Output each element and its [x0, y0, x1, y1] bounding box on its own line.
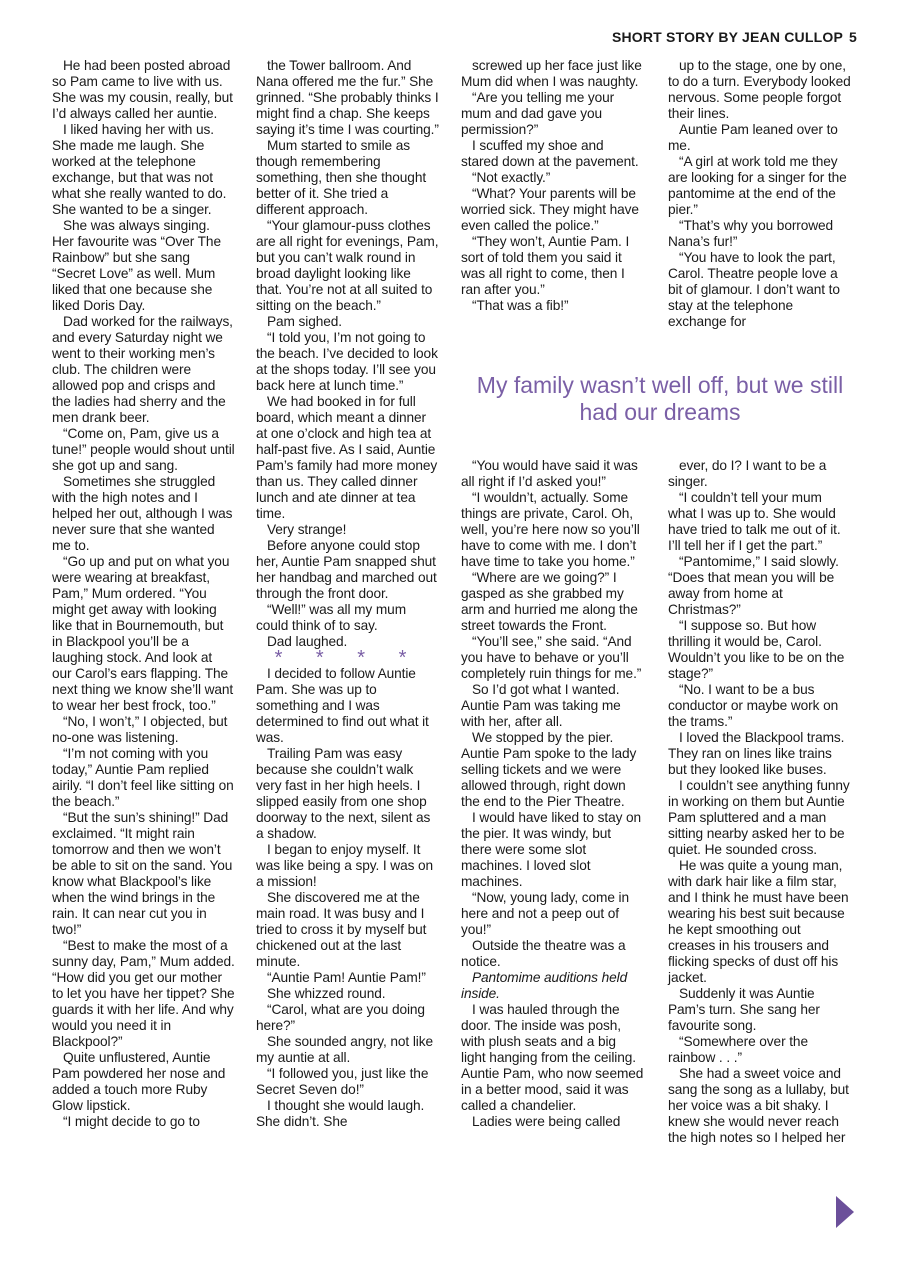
paragraph: ever, do I? I want to be a singer.	[668, 458, 827, 489]
paragraph: “Go up and put on what you were wearing at breakfast, Pam,” Mum ordered. “You might get away with looking like that in Bournemouth, but in Blackpool you’ll be a laughing stock. And look at our Carol’s ears flapping. The next thing we know she’ll want to wear her best frock, too.”	[52, 554, 234, 713]
story-byline: SHORT STORY BY JEAN CULLOP	[611, 29, 843, 45]
column-4-bottom	[668, 458, 851, 1146]
paragraph: Auntie Pam leaned over to me.	[668, 122, 838, 153]
section-break-stars: * * * *	[274, 647, 421, 669]
paragraph: She had a sweet voice and sang the song as a lullaby, but her voice was a bit shaky. I knew she would never reach the high notes so I helped her	[668, 1066, 849, 1145]
paragraph: “I might decide to go to	[63, 1114, 200, 1129]
paragraph: “What? Your parents will be worried sick. They might have even called the police.”	[461, 186, 639, 233]
paragraph: “That was a fib!”	[472, 298, 569, 313]
paragraph: “I wouldn’t, actually. Some things are private, Carol. Oh, well, you’re here now so you’ll have to come with me. I don’t have time to take you home.”	[461, 490, 640, 569]
page-header	[0, 29, 857, 45]
paragraph: Pam sighed.	[267, 314, 342, 329]
column-2	[256, 58, 439, 1130]
paragraph: “A girl at work told me they are looking for a singer for the pantomime at the end of the pier.”	[668, 154, 847, 217]
column-4-top	[668, 58, 851, 330]
paragraph: He was quite a young man, with dark hair like a film star, and I think he must have been wearing his best suit because he kept smoothing out creases in his trousers and flicking specks of dust off his jacket.	[668, 858, 849, 985]
paragraph: Outside the theatre was a notice.	[461, 938, 626, 969]
paragraph: I scuffed my shoe and stared down at the pavement.	[461, 138, 639, 169]
paragraph: So I’d got what I wanted. Auntie Pam was taking me with her, after all.	[461, 682, 621, 729]
paragraph: Mum started to smile as though remembering something, then she thought better of it. She tried a different approach.	[256, 138, 427, 217]
paragraph: She discovered me at the main road. It was busy and I tried to cross it by myself but chickened out at the last minute.	[256, 890, 427, 969]
paragraph: Quite unflustered, Auntie Pam powdered her nose and added a touch more Ruby Glow lipstick.	[52, 1050, 226, 1113]
paragraph: He had been posted abroad so Pam came to live with us. She was my cousin, really, but I’d always called her auntie.	[52, 58, 233, 121]
column-3-bottom	[461, 458, 644, 1130]
paragraph: “Auntie Pam! Auntie Pam!”	[267, 970, 426, 985]
paragraph: “No, I won’t,” I objected, but no-one was listening.	[52, 714, 228, 745]
paragraph: “I’m not coming with you today,” Auntie Pam replied airily. “I don’t feel like sitting on the beach.”	[52, 746, 234, 809]
paragraph: Dad laughed.	[267, 634, 348, 649]
paragraph: “Well!” was all my mum could think of to say.	[256, 602, 406, 633]
paragraph: “Where are we going?” I gasped as she grabbed my arm and hurried me along the street towards the Front.	[461, 570, 638, 633]
paragraph: Sometimes she struggled with the high notes and I helped her out, although I was never sure that she wanted me to.	[52, 474, 233, 553]
paragraph: I liked having her with us. She made me laugh. She worked at the telephone exchange, but that was not what she really wanted to do. She wanted to be a singer.	[52, 122, 227, 217]
paragraph: I couldn’t see anything funny in working on them but Auntie Pam spluttered and a man sitting nearby asked her to be quiet. He sounded cross.	[668, 778, 850, 857]
paragraph: the Tower ballroom. And Nana offered me the fur.” She grinned. “She probably thinks I might find a chap. She keeps saying it’s time I was courting.”	[256, 58, 439, 137]
paragraph: “You have to look the part, Carol. Theatre people love a bit of glamour. I don’t want to stay at the telephone exchange for	[668, 250, 840, 329]
paragraph: “Not exactly.”	[472, 170, 551, 185]
paragraph: screwed up her face just like Mum did when I was naughty.	[461, 58, 642, 89]
paragraph: “They won’t, Auntie Pam. I sort of told them you said it was all right to come, then I ran after you.”	[461, 234, 630, 297]
paragraph: “No. I want to be a bus conductor or maybe work on the trams.”	[668, 682, 839, 729]
paragraph: “Are you telling me your mum and dad gave you permission?”	[461, 90, 615, 137]
paragraph: “But the sun’s shining!” Dad exclaimed. “It might rain tomorrow and then we won’t be able to sit on the sand. You know what Blackpool’s like when the wind brings in the rain. It can near cut you in two!”	[52, 810, 233, 937]
paragraph: Ladies were being called	[472, 1114, 621, 1129]
paragraph: “Come on, Pam, give us a tune!” people would shout until she got up and sang.	[52, 426, 235, 473]
paragraph: Very strange!	[267, 522, 347, 537]
paragraph: “You’ll see,” she said. “And you have to behave or you’ll completely ruin things for me.”	[461, 634, 642, 681]
paragraph: Trailing Pam was easy because she couldn’t walk very fast in her high heels. I slipped easily from one shop doorway to the next, silent as a shadow.	[256, 746, 431, 841]
paragraph: “I followed you, just like the Secret Seven do!”	[256, 1066, 429, 1097]
paragraph: “I suppose so. But how thrilling it would be, Carol. Wouldn’t you like to be on the stage?”	[668, 618, 845, 681]
paragraph: I was hauled through the door. The inside was posh, with plush seats and a big light hanging from the ceiling. Auntie Pam, who now seemed in a better mood, said it was called a chandelier.	[461, 1002, 644, 1113]
paragraph: “That’s why you borrowed Nana’s fur!”	[668, 218, 834, 249]
paragraph: Suddenly it was Auntie Pam’s turn. She sang her favourite song.	[668, 986, 820, 1033]
paragraph: She sounded angry, not like my auntie at all.	[256, 1034, 433, 1065]
paragraph: I loved the Blackpool trams. They ran on lines like trains but they looked like buses.	[668, 730, 845, 777]
paragraph: She was always singing. Her favourite was “Over The Rainbow” but she sang “Secret Love” as well. Mum liked that one because she liked Doris Day.	[52, 218, 221, 313]
paragraph: I decided to follow Auntie Pam. She was up to something and I was determined to find out what it was.	[256, 666, 429, 745]
paragraph: “Pantomime,” I said slowly. “Does that mean you will be away from home at Christmas?”	[668, 554, 839, 617]
pull-quote: My family wasn’t well off, but we still had our dreams	[476, 372, 844, 425]
paragraph: “I couldn’t tell your mum what I was up to. She would have tried to talk me out of it. I’ll tell her if I get the part.”	[668, 490, 841, 553]
paragraph: She whizzed round.	[267, 986, 386, 1001]
paragraph: I began to enjoy myself. It was like being a spy. I was on a mission!	[256, 842, 434, 889]
paragraph: “You would have said it was all right if I’d asked you!”	[461, 458, 638, 489]
page-number: 5	[849, 29, 857, 45]
paragraph: “I told you, I’m not going to the beach. I’ve decided to look at the shops today. I’ll see you back here at lunch time.”	[256, 330, 438, 393]
paragraph: We stopped by the pier. Auntie Pam spoke to the lady selling tickets and we were allowed through, right down the end to the Pier Theatre.	[461, 730, 637, 809]
paragraph: Before anyone could stop her, Auntie Pam snapped shut her handbag and marched out through the front door.	[256, 538, 437, 601]
paragraph: I thought she would laugh. She didn’t. She	[256, 1098, 425, 1129]
column-3-top	[461, 58, 644, 314]
paragraph: “Now, young lady, come in here and not a peep out of you!”	[461, 890, 630, 937]
paragraph: “Carol, what are you doing here?”	[256, 1002, 425, 1033]
paragraph: “Best to make the most of a sunny day, Pam,” Mum added. “How did you get our mother to let you have her tippet? She guards it with her life. And why would you need it in Blackpool?”	[52, 938, 235, 1049]
column-1	[52, 58, 235, 1130]
paragraph: I would have liked to stay on the pier. It was windy, but there were some slot machines. I loved slot machines.	[461, 810, 642, 889]
paragraph: Dad worked for the railways, and every Saturday night we went to their working men’s club. The children were allowed pop and crisps and the ladies had sherry and the men drank beer.	[52, 314, 233, 425]
paragraph: “Your glamour-puss clothes are all right for evenings, Pam, but you can’t walk round in broad daylight looking like that. You’re not at all suited to sitting on the beach.”	[256, 218, 439, 313]
notice-text: Pantomime auditions held inside.	[461, 970, 628, 1001]
paragraph: “Somewhere over the rainbow . . .”	[668, 1034, 808, 1065]
paragraph: We had booked in for full board, which meant a dinner at one o’clock and high tea at half-past five. As I said, Auntie Pam’s family had more money than us. They called dinner lunch and ate dinner at tea time.	[256, 394, 438, 521]
next-page-arrow-icon[interactable]	[836, 1196, 854, 1228]
paragraph: up to the stage, one by one, to do a turn. Everybody looked nervous. Some people forgot their lines.	[668, 58, 851, 121]
